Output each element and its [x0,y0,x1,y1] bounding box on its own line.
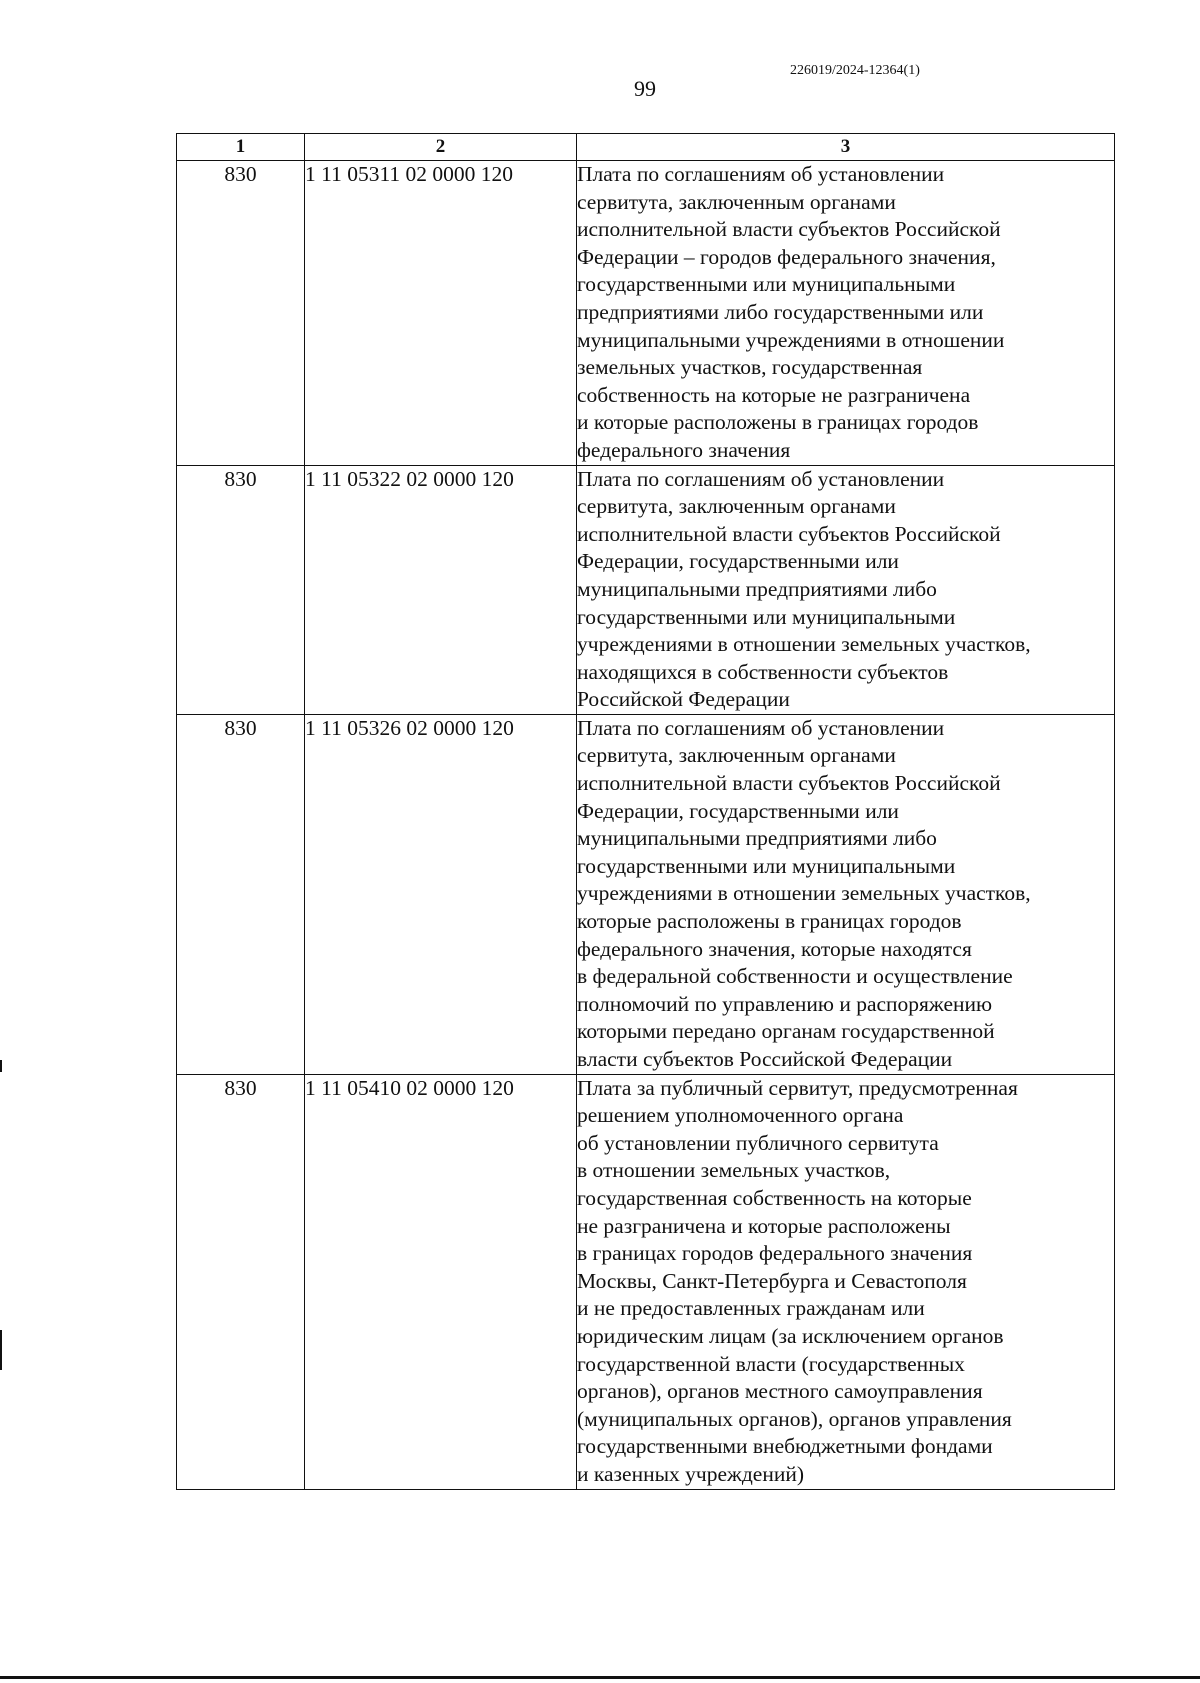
description-line: исполнительной власти субъектов Российской [577,217,1001,242]
description-line: не разграничена и которые расположены [577,1213,951,1238]
scan-edge-line [0,1676,1200,1679]
income-description-cell [577,1074,1115,1489]
description-line: Российской Федерации [577,687,790,712]
description-line: Москвы, Санкт-Петербурга и Севастополя [577,1268,967,1293]
description-line: сервитута, заключенным органами [577,743,896,768]
budget-code-cell: 1 11 05322 02 0000 120 [305,465,577,714]
description-line: в федеральной собственности и осуществление [577,964,1013,989]
description-line: об установлении публичного сервитута [577,1130,939,1155]
description-line: учреждениями в отношении земельных участков, [577,632,1031,657]
description-line: власти субъектов Российской Федерации [577,1047,953,1071]
table-row [177,1074,1115,1489]
description-line: учреждениями в отношении земельных участков, [577,881,1031,906]
description-line: собственность на которые не разграничена [577,382,971,407]
description-line: находящихся в собственности субъектов [577,659,949,684]
description-line: в границах городов федерального значения [577,1241,973,1266]
description-line: в отношении земельных участков, [577,1158,891,1183]
description-line: предприятиями либо государственными или [577,299,984,324]
admin-code-cell: 830 [177,161,305,466]
admin-code-cell: 830 [177,465,305,714]
description-line: исполнительной власти субъектов Российской [577,771,1001,796]
description-line: государственной власти (государственных [577,1351,965,1376]
description-line: Федерации – городов федерального значения, [577,244,996,269]
scan-margin-mark [0,1330,2,1370]
budget-code-cell: 1 11 05410 02 0000 120 [305,1074,577,1489]
description-line: муниципальными предприятиями либо [577,576,937,601]
description-line: государственными или муниципальными [577,604,956,629]
table-row [177,465,1115,714]
description-line: юридическим лицам (за исключением органов [577,1323,1004,1348]
budget-code-cell: 1 11 05326 02 0000 120 [305,714,577,1074]
description-line: органов), органов местного самоуправления [577,1379,983,1404]
description-line: муниципальными предприятиями либо [577,826,937,851]
description-line: Федерации, государственными или [577,549,899,574]
table-body [177,161,1115,1490]
column-header-1: 1 [177,134,305,161]
description-line: государственными или муниципальными [577,853,956,878]
description-line: и не предоставленных гражданам или [577,1296,925,1321]
description-line: Плата по соглашениям об установлении [577,466,945,491]
description-line: решением уполномоченного органа [577,1103,904,1128]
description-line: которыми передано органам государственной [577,1019,995,1044]
description-line: земельных участков, государственная [577,355,923,380]
description-line: федерального значения, которые находятся [577,936,972,961]
table-row [177,714,1115,1074]
admin-code-cell: 830 [177,1074,305,1489]
description-line: полномочий по управлению и распоряжению [577,991,993,1016]
description-line: которые расположены в границах городов [577,909,962,934]
description-line: сервитута, заключенным органами [577,494,896,519]
income-description-cell [577,161,1115,466]
description-line: (муниципальных органов), органов управления [577,1406,1012,1431]
income-description-cell [577,714,1115,1074]
description-line: исполнительной власти субъектов Российской [577,521,1001,546]
scan-margin-mark [0,1060,2,1072]
description-line: и которые расположены в границах городов [577,410,979,435]
description-line: государственными или муниципальными [577,272,956,297]
description-line: муниципальными учреждениями в отношении [577,327,1005,352]
description-line: государственными внебюджетными фондами [577,1434,993,1459]
budget-code-cell: 1 11 05311 02 0000 120 [305,161,577,466]
description-line: и казенных учреждений) [577,1461,805,1486]
admin-code-cell: 830 [177,714,305,1074]
description-line: Федерации, государственными или [577,798,899,823]
table-row [177,161,1115,466]
description-line: Плата по соглашениям об установлении [577,162,945,186]
table-header-row [177,134,1115,161]
description-line: сервитута, заключенным органами [577,189,896,214]
column-header-3: 3 [577,134,1115,161]
page-number: 99 [634,76,656,101]
description-line: государственная собственность на которые [577,1185,972,1210]
budget-classification-table [176,133,1115,1490]
description-line: Плата за публичный сервитут, предусмотренная [577,1075,1018,1100]
description-line: федерального значения [577,437,791,462]
description-line: Плата по соглашениям об установлении [577,715,945,740]
column-header-2: 2 [305,134,577,161]
document-registration-number: 226019/2024-12364(1) [790,63,920,78]
income-description-cell [577,465,1115,714]
